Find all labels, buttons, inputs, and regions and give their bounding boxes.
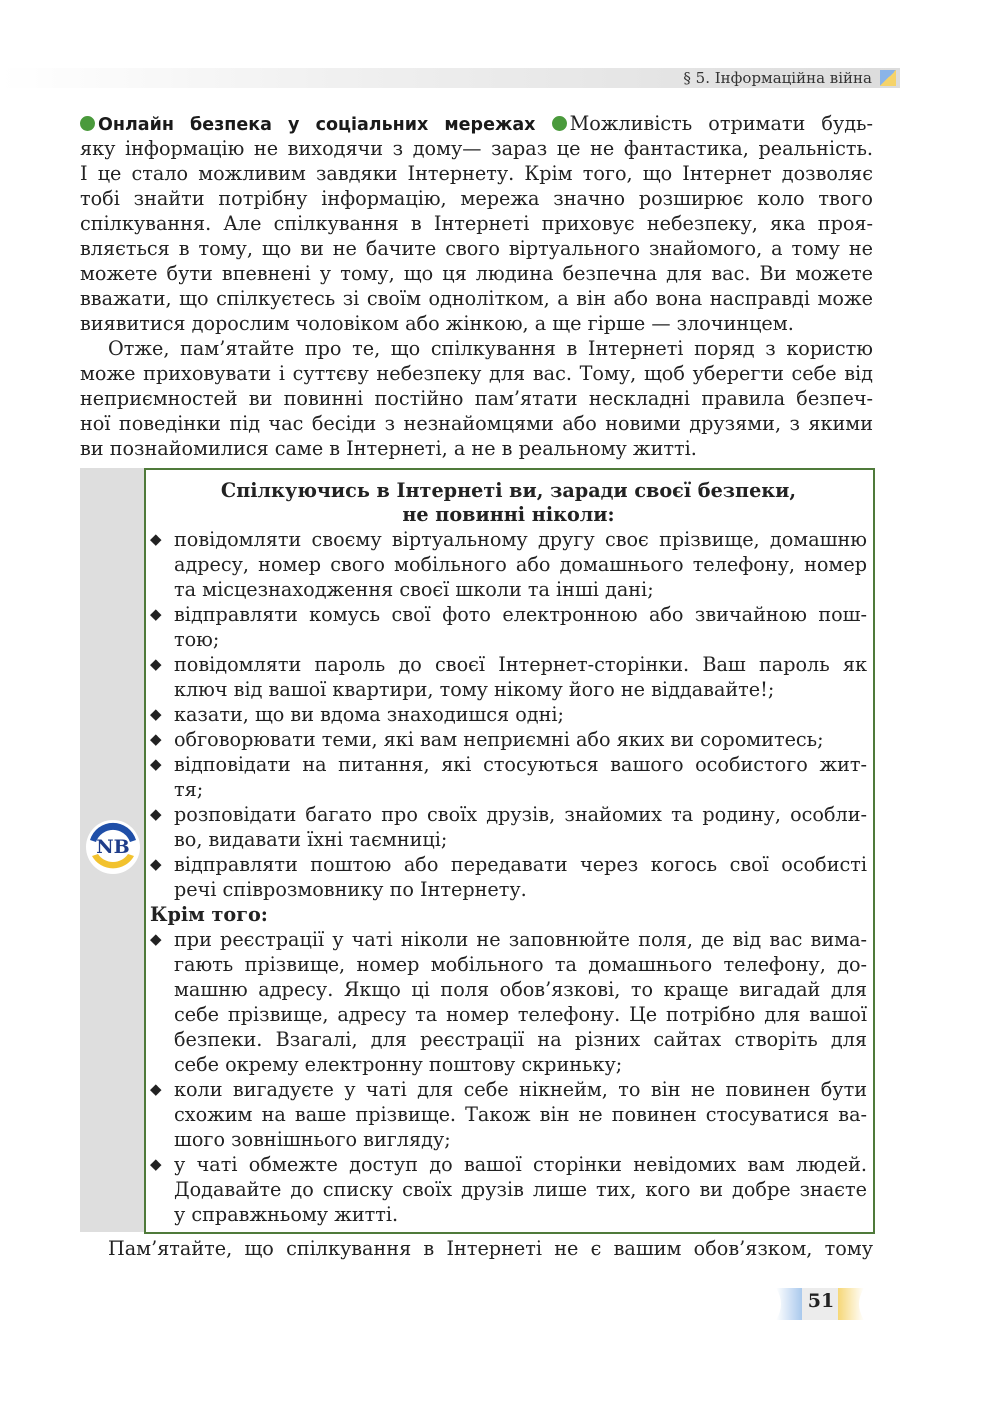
paragraph-2-line: ви познайомилися саме в Інтернеті, а не в реальному житті. — [80, 437, 697, 460]
list-item: при реєстрації у чаті ніколи не заповнюйте поля, де від вас вима- — [174, 928, 867, 951]
list-item: безпеки. Взагалі, для реєстрації на різних сайтах створіть для — [174, 1028, 867, 1051]
header-corner-mark — [880, 70, 896, 86]
paragraph-1-line: яку інформацію не виходячи з дому— зараз це не фантастика, реальність. — [80, 137, 873, 160]
paragraph-1-line: можете бути впевнені у тому, що ця людина безпечна для вас. Ви можете — [80, 262, 873, 285]
list-item: відправляти комусь свої фото електронною або звичайною пош- — [174, 603, 867, 626]
list-item: шого зовнішнього вигляду; — [174, 1128, 451, 1151]
box-subheading: Крім того: — [150, 903, 268, 926]
green-bullet-icon — [552, 116, 567, 131]
svg-text:NB: NB — [96, 836, 130, 858]
paragraph-2-line: неприємностей ви повинні постійно пам’ятати нескладні правила безпеч- — [80, 387, 873, 410]
paragraph-1-line: Онлайн безпека у соціальних мережах Можливість отримати будь- — [80, 111, 873, 138]
list-item: у чаті обмежте доступ до вашої сторінки невідомих вам людей. — [174, 1153, 867, 1176]
nb-badge-icon — [84, 818, 142, 876]
paragraph-1-line: тобі знайти потрібну інформацію, мережа значно розширює коло твого — [80, 187, 873, 210]
list-item: розповідати багато про своїх друзів, знайомих та родину, особли- — [174, 803, 867, 826]
list-item: схожим на ваше прізвище. Також він не повинен стосуватися ва- — [174, 1103, 867, 1126]
list-item: повідомляти пароль до своєї Інтернет-сторінки. Ваш пароль як — [174, 653, 867, 676]
list-item: себе прізвище, адресу та номер телефону. Це потрібно для вашої — [174, 1003, 867, 1026]
bullet-icon: ◆ — [150, 755, 162, 773]
list-item: тя; — [174, 778, 204, 801]
bullet-icon: ◆ — [150, 855, 162, 873]
list-item: ключ від вашої квартири, тому нікому його не віддавайте!; — [174, 678, 775, 701]
bullet-icon: ◆ — [150, 1080, 162, 1098]
bullet-icon: ◆ — [150, 805, 162, 823]
bullet-icon: ◆ — [150, 930, 162, 948]
bullet-icon: ◆ — [150, 1155, 162, 1173]
list-item: адресу, номер свого мобільного або домашнього телефону, номер — [174, 553, 867, 576]
list-item: машню адресу. Якщо ці поля обов’язкові, то краще вигадай для — [174, 978, 867, 1001]
list-item: гають прізвище, номер мобільного та домашнього телефону, до- — [174, 953, 867, 976]
list-item: тою; — [174, 628, 220, 651]
paragraph-1-line: виявитися дорослим чоловіком або жінкою, а ще гірше — злочинцем. — [80, 312, 794, 335]
box-heading: Спілкуючись в Інтернеті ви, заради своєї безпеки, — [220, 479, 797, 502]
bullet-icon: ◆ — [150, 605, 162, 623]
paragraph-3-line: Пам’ятайте, що спілкування в Інтернеті не є вашим обов’язком, тому — [108, 1237, 873, 1260]
bullet-icon: ◆ — [150, 655, 162, 673]
list-item: Додавайте до списку своїх друзів лише тих, кого ви добре знаєте — [174, 1178, 867, 1201]
bullet-icon: ◆ — [150, 705, 162, 723]
list-item: та місцезнаходження своєї школи та інші дані; — [174, 578, 654, 601]
list-item: відповідати на питання, які стосуються вашого особистого жит- — [174, 753, 867, 776]
bullet-icon: ◆ — [150, 730, 162, 748]
list-item: себе окрему електронну поштову скриньку; — [174, 1053, 623, 1076]
list-item: речі співрозмовнику по Інтернету. — [174, 878, 527, 901]
green-bullet-icon — [80, 116, 95, 131]
paragraph-2-line: може приховувати і суттєву небезпеку для вас. Тому, щоб уберегти себе від — [80, 362, 873, 385]
page-number: 51 — [807, 1290, 835, 1312]
box-heading: не повинні ніколи: — [402, 503, 615, 526]
section-title: Онлайн безпека у соціальних мережах — [98, 115, 536, 135]
list-item: казати, що ви вдома знаходишся одні; — [174, 703, 564, 726]
list-item: відправляти поштою або передавати через когось свої особисті — [174, 853, 867, 876]
paragraph-2-line: ної поведінки під час бесіди з незнайомцями або новими друзями, з якими — [80, 412, 873, 435]
running-header: § 5. Інформаційна війна — [683, 69, 872, 87]
paragraph-1-line: вляється в тому, що ви не бачите свого віртуального знайомого, а тому не — [80, 237, 873, 260]
paragraph-1-line: спілкування. Але спілкування в Інтернеті приховує небезпеку, яка проя- — [80, 212, 873, 235]
paragraph-2-line: Отже, пам’ятайте про те, що спілкування в Інтернеті поряд з користю — [108, 337, 873, 360]
list-item: обговорювати теми, які вам неприємні або яких ви соромитесь; — [174, 728, 824, 751]
list-item: повідомляти своєму віртуальному другу своє прізвище, домашню — [174, 528, 867, 551]
paragraph-1-line: І це стало можливим завдяки Інтернету. Крім того, що Інтернет дозволяє — [80, 162, 873, 185]
bullet-icon: ◆ — [150, 530, 162, 548]
list-item: коли вигадуєте у чаті для себе нікнейм, то він не повинен бути — [174, 1078, 867, 1101]
list-item: во, видавати їхні таємниці; — [174, 828, 448, 851]
list-item: у справжньому житті. — [174, 1203, 399, 1226]
paragraph-1-line: вважати, що спілкуєтесь зі своїм однолітком, а він або вона насправді може — [80, 287, 873, 310]
